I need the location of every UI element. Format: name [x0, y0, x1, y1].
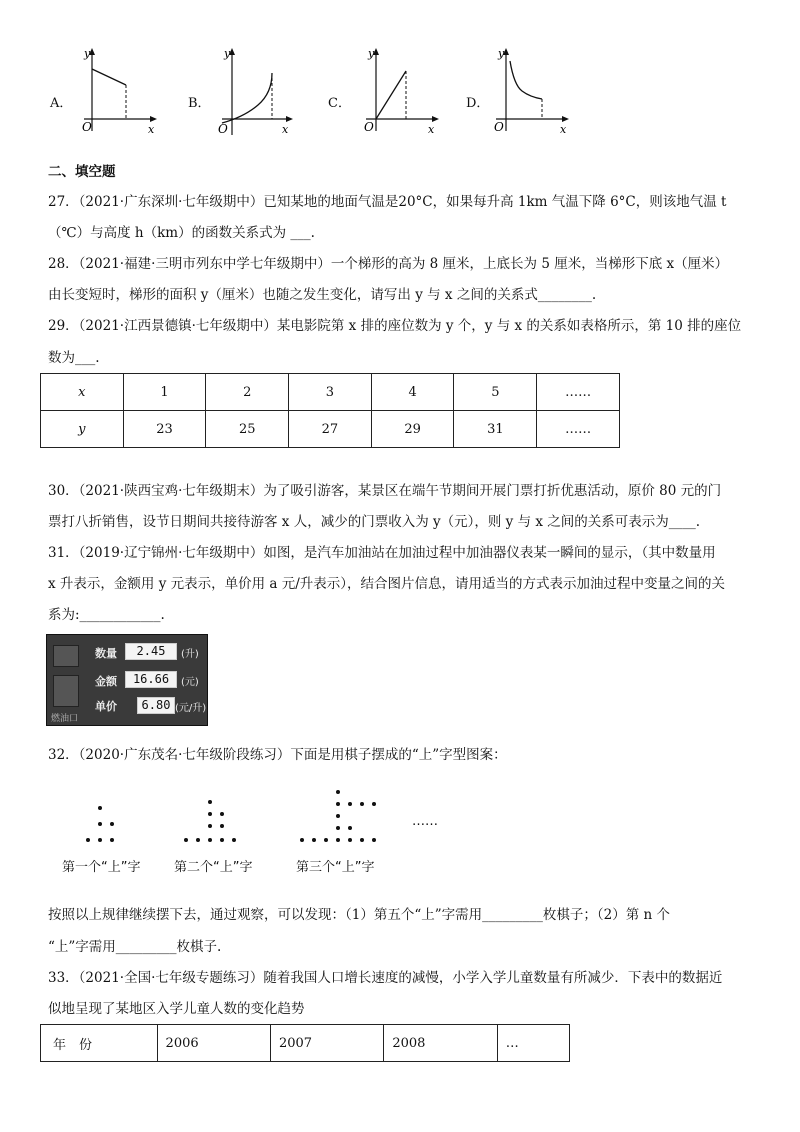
q32-line3: “上”字需用_________枚棋子.: [48, 939, 222, 955]
table-cell: 年 份: [41, 1025, 158, 1062]
pattern-caption-2: 第二个“上”字: [174, 860, 253, 875]
chess-piece: [372, 838, 376, 842]
meter-qty-label: 数量: [95, 647, 117, 660]
meter-price-label: 单价: [95, 700, 117, 713]
chess-piece: [86, 838, 90, 842]
table-cell: …: [497, 1025, 569, 1062]
graph-c-origin: O: [364, 120, 374, 134]
q29-line2: 数为___.: [48, 350, 100, 366]
chess-piece: [220, 824, 224, 828]
option-a-label: A．: [50, 96, 73, 111]
table-cell: 5: [454, 374, 537, 411]
chess-piece: [184, 838, 188, 842]
meter-knob: [53, 675, 79, 707]
q29-table: [40, 373, 620, 448]
chess-piece: [360, 802, 364, 806]
table-cell: 27: [289, 411, 372, 448]
q30-line1: 30．（2021·陕西宝鸡·七年级期末）为了吸引游客，某景区在端午节期间开展门票打折优惠活动，原价 80 元的门: [48, 483, 722, 499]
table-cell: 2007: [270, 1025, 383, 1062]
meter-qty-unit: (升): [181, 649, 199, 660]
q31-line2: x 升表示，金额用 y 元表示，单价用 a 元/升表示），结合图片信息，请用适当的方式表示加油过程中变量之间的关: [48, 576, 726, 592]
chess-piece: [220, 838, 224, 842]
graph-a-y-label: y: [84, 47, 91, 60]
chess-piece: [110, 838, 114, 842]
chess-piece: [348, 838, 352, 842]
q33-line1: 33．（2021·全国·七年级专题练习）随着我国人口增长速度的减慢，小学入学儿童数量有所减少．下表中的数据近: [48, 970, 723, 986]
table-row: [41, 374, 620, 411]
graph-d-curve: [510, 61, 542, 99]
pattern-caption-3: 第三个“上”字: [296, 860, 375, 875]
chess-piece: [324, 838, 328, 842]
chess-piece: [312, 838, 316, 842]
graph-c-curve: [376, 71, 406, 119]
chess-piece: [348, 826, 352, 830]
q29-line1: 29．（2021·江西景德镇·七年级期中）某电影院第 x 排的座位数为 y 个，y 与 x 的关系如表格所示，第 10 排的座位: [48, 318, 742, 334]
graph-d: [488, 45, 572, 137]
q33-line2: 似地呈现了某地区入学儿童人数的变化趋势: [48, 1001, 305, 1017]
chess-piece: [232, 838, 236, 842]
table-cell: 31: [454, 411, 537, 448]
chess-piece: [220, 812, 224, 816]
table-cell: y: [41, 411, 124, 448]
q32-line2: 按照以上规律继续摆下去，通过观察，可以发现：（1）第五个“上”字需用_________枚棋子；（2）第 n 个: [48, 907, 671, 923]
meter-amt-unit: (元): [181, 677, 199, 688]
option-d-label: D．: [466, 96, 490, 111]
graph-a-origin: O: [82, 120, 92, 134]
chess-piece: [196, 838, 200, 842]
chess-piece: [372, 802, 376, 806]
table-cell: 2006: [157, 1025, 270, 1062]
q33-table: [40, 1024, 570, 1062]
chess-piece: [360, 838, 364, 842]
chess-piece: [348, 802, 352, 806]
q28-line2: 由长变短时，梯形的面积 y（厘米）也随之发生变化，请写出 y 与 x 之间的关系式________.: [48, 287, 597, 303]
table-cell: 2008: [384, 1025, 497, 1062]
graph-c-y-label: y: [368, 47, 375, 60]
chess-piece: [208, 812, 212, 816]
q31-line3: 系为:____________.: [48, 607, 165, 623]
meter-knob: [53, 645, 79, 667]
meter-amt-label: 金额: [95, 675, 117, 688]
chess-piece: [336, 826, 340, 830]
table-cell: 3: [289, 374, 372, 411]
meter-price-value: 6.80: [137, 697, 175, 714]
meter-qty-value: 2.45: [125, 643, 177, 660]
chess-piece: [110, 822, 114, 826]
table-cell: 29: [371, 411, 454, 448]
graph-b: [214, 45, 294, 137]
chess-piece: [300, 838, 304, 842]
option-b-label: B．: [188, 96, 211, 111]
table-cell: 2: [206, 374, 289, 411]
chess-piece: [208, 838, 212, 842]
table-cell: ……: [537, 411, 620, 448]
graph-a-curve: [92, 69, 126, 85]
chess-piece: [98, 806, 102, 810]
q31-line1: 31．（2019·辽宁锦州·七年级期中）如图，是汽车加油站在加油过程中加油器仪表某一瞬间的显示，（其中数量用: [48, 545, 716, 561]
graph-c: [356, 45, 440, 137]
table-cell: 1: [123, 374, 206, 411]
option-c-label: C．: [328, 96, 351, 111]
pattern-caption-1: 第一个“上”字: [62, 860, 141, 875]
pattern-ellipsis: ……: [412, 814, 438, 829]
graph-d-y-label: y: [498, 47, 505, 60]
graph-d-origin: O: [494, 120, 504, 134]
chess-piece: [336, 838, 340, 842]
chess-piece: [336, 790, 340, 794]
chess-piece: [98, 838, 102, 842]
graph-b-x-label: x: [282, 123, 289, 136]
graph-b-curve: [222, 73, 272, 123]
graph-d-x-label: x: [560, 123, 567, 136]
chess-piece: [336, 814, 340, 818]
meter-amt-value: 16.66: [125, 671, 177, 688]
q27-line2: （℃）与高度 h（km）的函数关系式为 ___.: [48, 225, 315, 241]
fuel-meter-image: [46, 634, 208, 726]
chess-piece: [336, 802, 340, 806]
graph-c-x-label: x: [428, 123, 435, 136]
chess-piece: [98, 822, 102, 826]
graph-a: [78, 45, 158, 137]
meter-price-unit: (元/升): [175, 703, 207, 714]
meter-bottom-label: 燃油口: [51, 714, 79, 724]
graph-b-y-label: y: [224, 47, 231, 60]
table-cell: x: [41, 374, 124, 411]
table-cell: ……: [537, 374, 620, 411]
table-cell: 25: [206, 411, 289, 448]
table-row: [41, 1025, 570, 1062]
section-title: 二、填空题: [48, 164, 116, 180]
graph-a-x-label: x: [148, 123, 155, 136]
chess-piece: [208, 824, 212, 828]
table-row: [41, 411, 620, 448]
table-cell: 4: [371, 374, 454, 411]
q32-line1: 32．（2020·广东茂名·七年级阶段练习）下面是用棋子摆成的“上”字型图案：: [48, 747, 507, 763]
q27-line1: 27．（2021·广东深圳·七年级期中）已知某地的地面气温是20°C，如果每升高 1km 气温下降 6°C，则该地气温 t: [48, 194, 727, 210]
graph-b-origin: O: [218, 122, 228, 136]
chess-piece: [208, 800, 212, 804]
q28-line1: 28．（2021·福建·三明市列东中学七年级期中）一个梯形的高为 8 厘米，上底长为 5 厘米，当梯形下底 x（厘米）: [48, 256, 729, 272]
q30-line2: 票打八折销售，设节日期间共接待游客 x 人，减少的门票收入为 y（元），则 y 与 x 之间的关系可表示为____.: [48, 514, 701, 530]
table-cell: 23: [123, 411, 206, 448]
